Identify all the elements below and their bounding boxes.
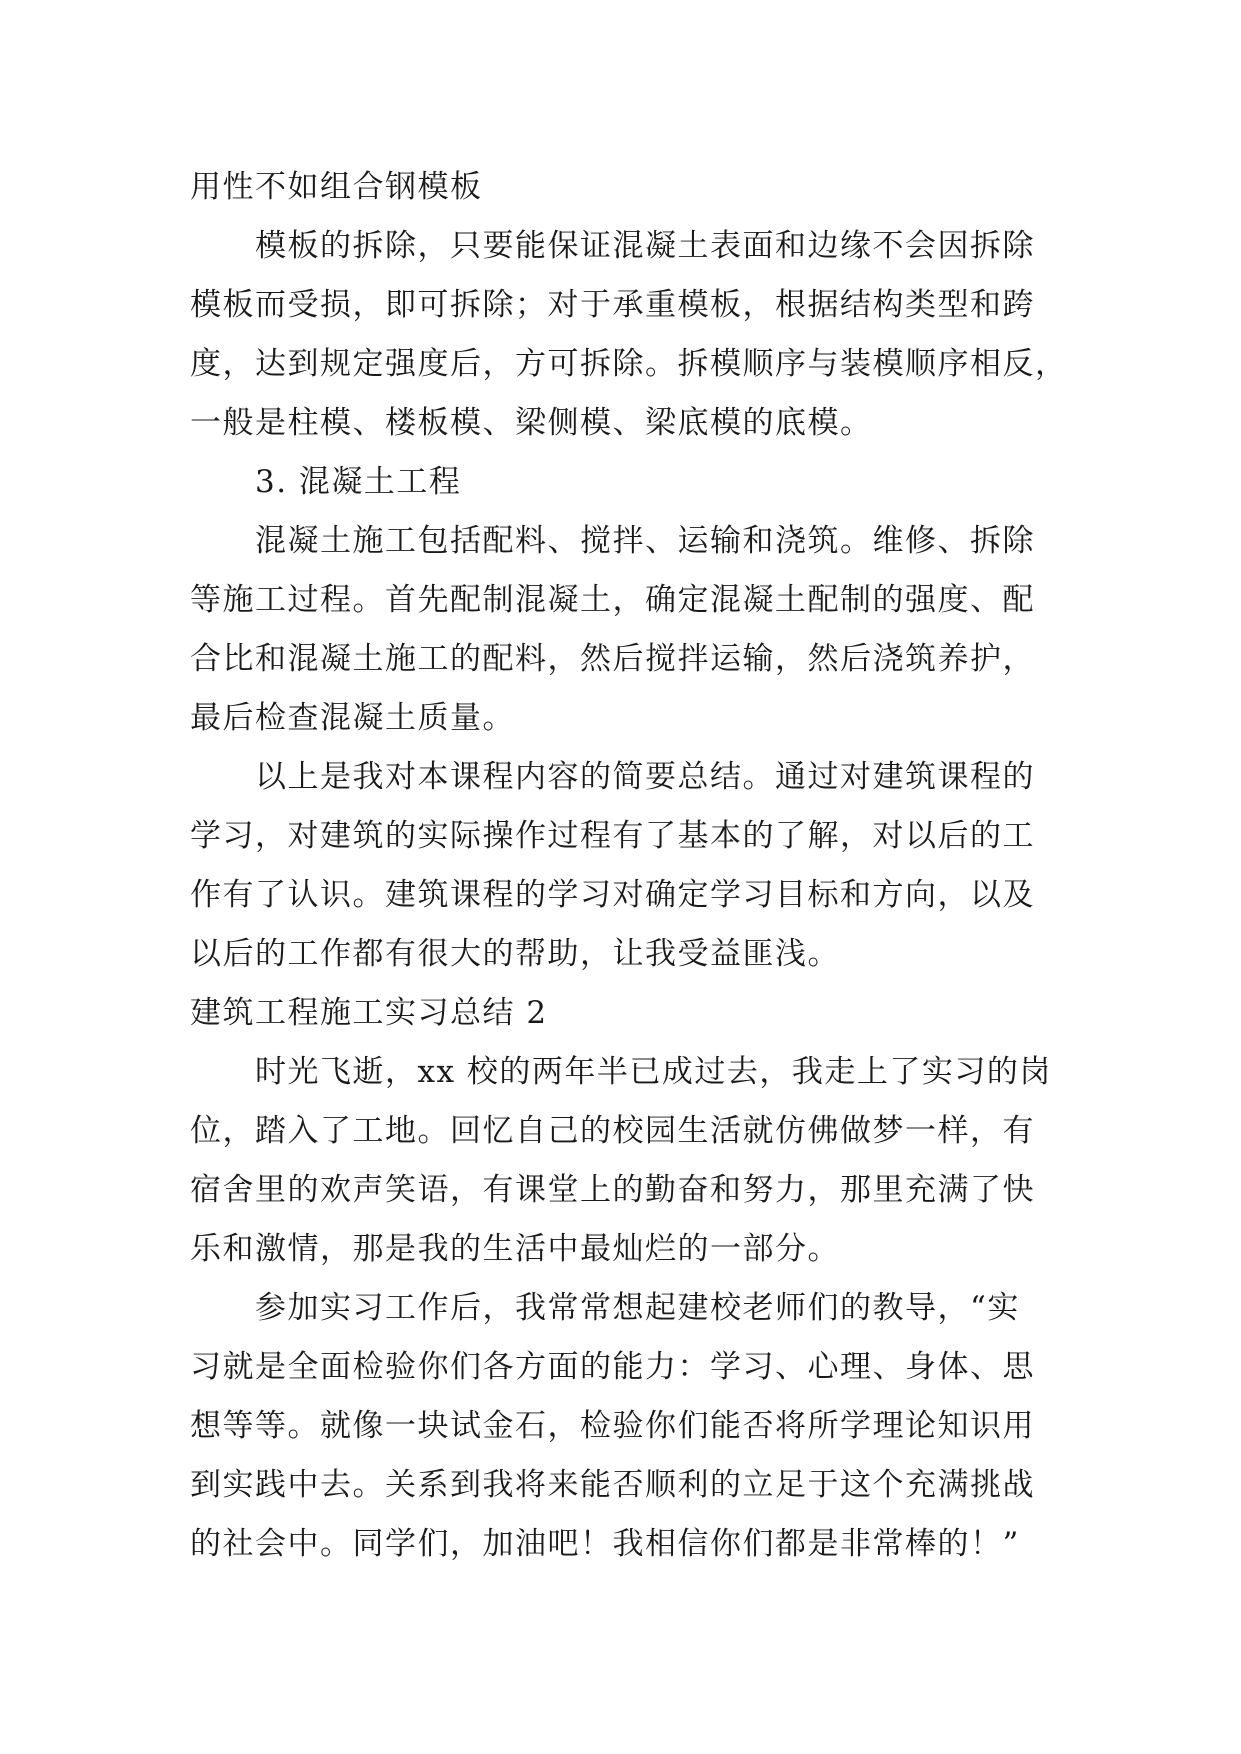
document-body (190, 158, 1070, 1574)
text-line: 以后的工作都有很大的帮助，让我受益匪浅。 (190, 936, 840, 972)
text-line: 的社会中。同学们，加油吧！我相信你们都是非常棒的！” (190, 1526, 1020, 1562)
text-line: 位，踏入了工地。回忆自己的校园生活就仿佛做梦一样，有 (190, 1113, 1035, 1149)
text-line: 一般是柱模、楼板模、梁侧模、梁底模的底模。 (190, 405, 873, 441)
text-line: 想等等。就像一块试金石，检验你们能否将所学理论知识用 (190, 1408, 1035, 1444)
text-line: 到实践中去。关系到我将来能否顺利的立足于这个充满挑战 (190, 1467, 1035, 1503)
text-line: 用性不如组合钢模板 (190, 169, 483, 205)
document-subtitle: 建筑工程施工实习总结 2 (190, 995, 548, 1031)
paragraph-start-line: 以上是我对本课程内容的简要总结。通过对建筑课程的 (255, 759, 1035, 795)
section-heading: 3. 混凝土工程 (255, 464, 462, 500)
text-line: 习就是全面检验你们各方面的能力：学习、心理、身体、思 (190, 1349, 1035, 1385)
paragraph-start-line: 参加实习工作后，我常常想起建校老师们的教导，“实 (255, 1290, 1020, 1326)
paragraph-start-line: 模板的拆除，只要能保证混凝土表面和边缘不会因拆除 (255, 228, 1035, 264)
text-line: 合比和混凝土施工的配料，然后搅拌运输，然后浇筑养护， (190, 641, 1035, 677)
text-line: 学习，对建筑的实际操作过程有了基本的了解，对以后的工 (190, 818, 1035, 854)
text-line: 度，达到规定强度后，方可拆除。拆模顺序与装模顺序相反， (190, 346, 1068, 382)
text-line: 最后检查混凝土质量。 (190, 700, 515, 736)
text-line: 模板而受损，即可拆除；对于承重模板，根据结构类型和跨 (190, 287, 1035, 323)
text-line: 等施工过程。首先配制混凝土，确定混凝土配制的强度、配 (190, 582, 1035, 618)
paragraph-start-line: 时光飞逝，xx 校的两年半已成过去，我走上了实习的岗 (255, 1054, 1052, 1090)
paragraph-start-line: 混凝土施工包括配料、搅拌、运输和浇筑。维修、拆除 (255, 523, 1035, 559)
text-line: 乐和激情，那是我的生活中最灿烂的一部分。 (190, 1231, 840, 1267)
text-line: 宿舍里的欢声笑语，有课堂上的勤奋和努力，那里充满了快 (190, 1172, 1035, 1208)
text-line: 作有了认识。建筑课程的学习对确定学习目标和方向，以及 (190, 877, 1035, 913)
